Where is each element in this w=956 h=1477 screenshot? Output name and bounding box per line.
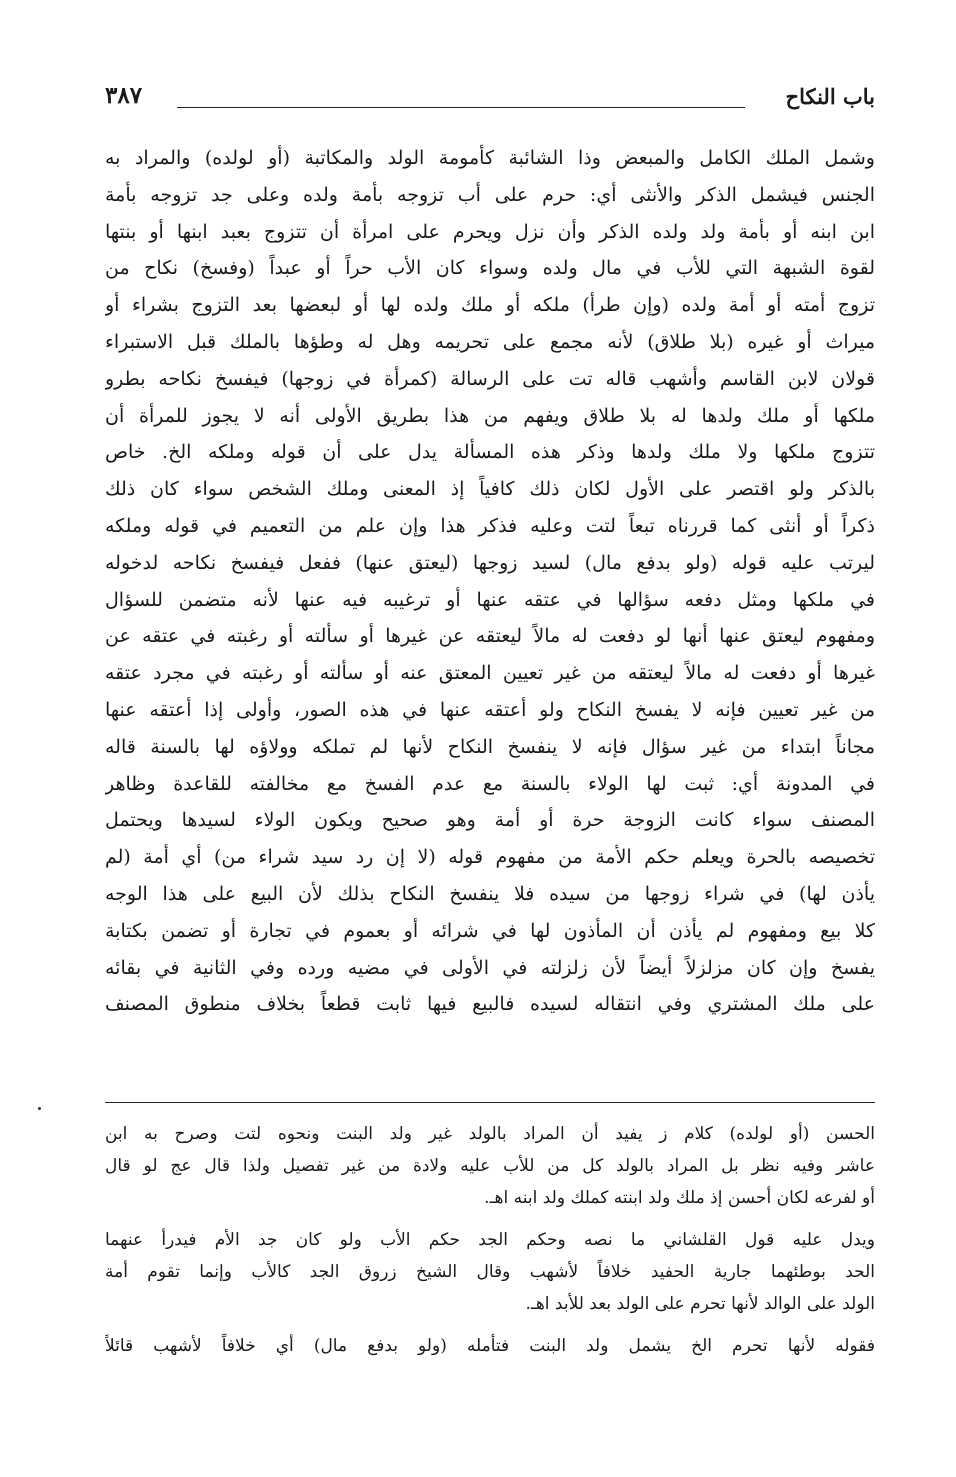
footnote-paragraph bbox=[105, 1118, 875, 1214]
body-line: مجاناً ابتداء من غير سؤال فإنه لا ينفسخ النكاح لأنها لم تملكه وولاؤه لها بالسنة قاله bbox=[105, 735, 875, 758]
body-line: غيرها أو دفعت له مالاً ليعتقه من غير تعيين المعتق عنه أو سألته أو رغبته في مجرد عتقه bbox=[105, 662, 875, 685]
footnote-line: الولد على الوالد لأنها تحرم على الولد بعد للأبد اهـ. bbox=[525, 1294, 875, 1314]
footnote-separator bbox=[105, 1102, 875, 1103]
body-line: كلا بيع ومفهوم لم يأذن أن المأذون لها في شرائه أو بعموم في تجارة أو تضمن بكتابة bbox=[105, 919, 875, 942]
footnote-line: فقوله لأنها تحرم الخ يشمل ولد البنت فتأمله (ولو بدفع مال) أي خلافاً لأشهب قائلاً bbox=[105, 1336, 875, 1356]
body-line: في ملكها ومثل دفعه سؤالها في عتقه عنها أو ترغيبه فيه عنها لأنه متضمن للسؤال bbox=[105, 588, 875, 611]
body-line: ميراث أو غيره (بلا طلاق) لأنه مجمع على تحريمه وهل له وطؤها بالملك قبل الاستبراء bbox=[105, 330, 875, 353]
body-line: تتزوج ملكها ولا ملك ولدها وذكر هذه المسألة يدل على أن قوله وملكه الخ. خاص bbox=[105, 441, 875, 464]
page-speck bbox=[38, 1107, 41, 1110]
body-line: على ملك المشتري وفي انتقاله لسيده فالبيع فيها ثابت قطعاً بخلاف منطوق المصنف bbox=[105, 993, 875, 1016]
body-line: ملكها أو ملك ولدها له بلا طلاق ويفهم من هذا بطريق الأولى أنه لا يجوز للمرأة أن bbox=[105, 404, 875, 427]
body-line: تخصيصه بالحرة ويعلم حكم الأمة من مفهوم قوله (لا إن رد سيد شراء من) أي أمة (لم bbox=[105, 846, 875, 869]
body-line: من غير تعيين فإنه لا يفسخ النكاح ولو أعتقه عنها في هذه الصور، وأولى إذا أعتقه عنها bbox=[105, 698, 875, 721]
footnote-paragraph bbox=[105, 1330, 875, 1362]
body-line: الجنس فيشمل الذكر والأنثى أي: حرم على أب تزوجه بأمة ولده وعلى جد تزوجه بأمة bbox=[105, 183, 875, 206]
main-body-text bbox=[105, 140, 875, 1023]
body-line: يأذن لها) في شراء زوجها من سيده فلا ينفسخ النكاح بذلك لأن البيع على هذا الوجه bbox=[105, 882, 875, 905]
footnote-line: الحسن (أو لولده) كلام ز يفيد أن المراد بالولد غير ولد البنت ونحوه لتت وصرح به ابن bbox=[105, 1124, 875, 1144]
body-line: يفسخ وإن كان مزلزلاً أيضاً لأن زلزلته في الأولى في مضيه ورده وفي الثانية في بقائه bbox=[105, 956, 875, 979]
body-line: ليرتب عليه قوله (ولو بدفع مال) لسيد زوجها (ليعتق عنها) ففعل فيفسخ نكاحه لدخوله bbox=[105, 551, 875, 574]
body-line: في المدونة أي: ثبت لها الولاء بالسنة مع عدم الفسخ مع مخالفته للقاعدة وظاهر bbox=[105, 772, 875, 795]
body-line: ذكراً أو أنثى كما قررناه تبعاً لتت وعليه فذكر هذا وإن علم من التعميم في قوله وملكه bbox=[105, 514, 875, 537]
footnote-line: الحد بوطئهما جارية الحفيد خلافاً لأشهب وقال الشيخ زروق الجد كالأب وإنما تقوم أمة bbox=[105, 1262, 875, 1282]
chapter-title: باب النكاح bbox=[785, 84, 875, 109]
footnote-line: أو لفرعه لكان أحسن إذ ملك ولد ابنته كملك ولد ابنه اهـ. bbox=[484, 1188, 875, 1208]
header-rule bbox=[177, 107, 745, 108]
body-line: وشمل الملك الكامل والمبعض وذا الشائبة كأمومة الولد والمكاتبة (أو لولده) والمراد به bbox=[105, 147, 875, 169]
body-line: بالذكر ولو اقتصر على الأول لكان ذلك كافياً إذ المعنى وملك الشخص سواء كان ذلك bbox=[105, 478, 875, 501]
body-line: تزوج أمته أو أمة ولده (وإن طرأ) ملكه أو ملك ولده لها أو لبعضها بعد التزوج بشراء أو bbox=[105, 294, 875, 317]
body-line: ومفهوم ليعتق عنها أنها لو دفعت له مالاً ليعتقه عن غيرها أو سألته أو رغبته في عتقه عن bbox=[105, 625, 875, 648]
running-header bbox=[105, 78, 875, 122]
body-line: ابن ابنه أو بأمة ولد ولده الذكر وأن نزل ويحرم على امرأة أن تتزوج بعبد ابنها أو بنتها bbox=[105, 220, 875, 243]
footnote-paragraph bbox=[105, 1224, 875, 1320]
page-number: ٣٨٧ bbox=[105, 82, 143, 109]
body-line: المصنف سواء كانت الزوجة حرة أو أمة وهو صحيح ويكون الولاء لسيدها ويحتمل bbox=[105, 809, 875, 832]
footnote-line: ويدل عليه قول القلشاني ما نصه وحكم الجد حكم الأب ولو كان جد الأم فيدرأ عنهما bbox=[105, 1230, 875, 1250]
footnotes bbox=[105, 1118, 875, 1372]
body-line: قولان لابن القاسم وأشهب قاله تت على الرسالة (كمرأة في زوجها) فيفسخ نكاحه بطرو bbox=[105, 367, 875, 390]
footnote-line: عاشر وفيه نظر بل المراد بالولد كل من للأب عليه ولادة من غير تفصيل ولذا قال عج لو قال bbox=[105, 1156, 875, 1176]
body-line: لقوة الشبهة التي للأب في مال ولده وسواء كان الأب حراً أو عبداً (وفسخ) نكاح من bbox=[105, 257, 875, 280]
